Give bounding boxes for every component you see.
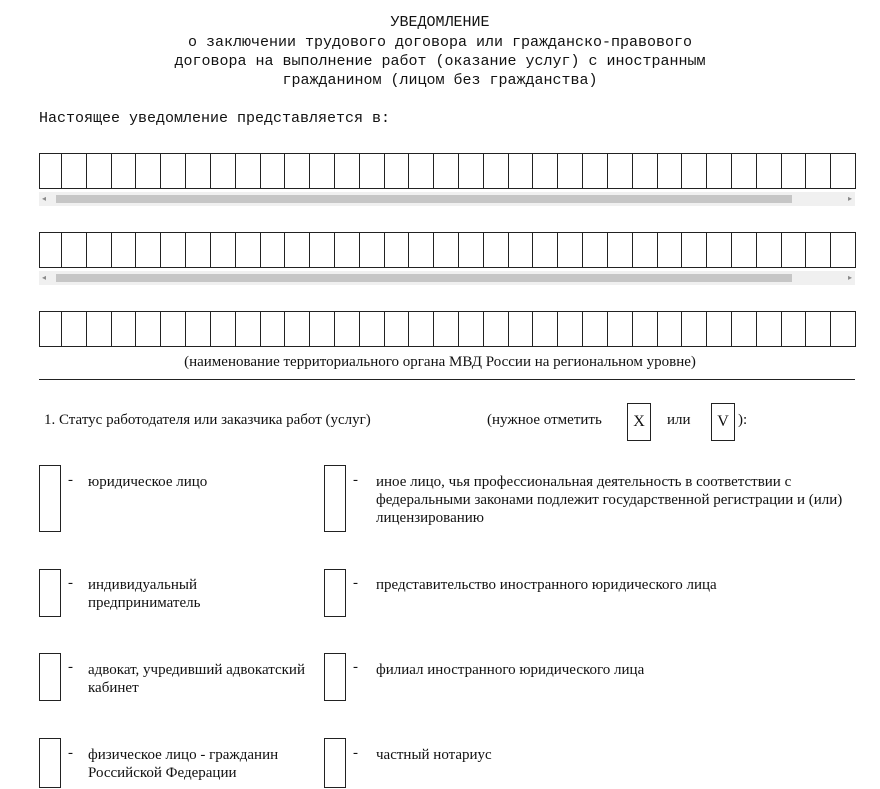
char-cell[interactable]	[732, 153, 757, 189]
char-cell[interactable]	[459, 153, 484, 189]
char-cell[interactable]	[261, 153, 286, 189]
mark-hint: (нужное отметить	[487, 412, 602, 428]
char-cell[interactable]	[112, 153, 137, 189]
form-subtitle-line-1: о заключении трудового договора или гражданско-правового	[187, 34, 693, 51]
char-cell[interactable]	[757, 153, 782, 189]
checkbox-legal-entity[interactable]	[39, 465, 61, 532]
char-cell[interactable]	[509, 153, 534, 189]
option-line: федеральными законами подлежит государственной регистрации и (или)	[376, 492, 843, 508]
char-cell[interactable]	[658, 311, 683, 347]
char-cell[interactable]	[533, 232, 558, 268]
char-cell[interactable]	[732, 311, 757, 347]
char-cell[interactable]	[633, 232, 658, 268]
char-cell[interactable]	[533, 153, 558, 189]
char-cell[interactable]	[757, 311, 782, 347]
char-cell[interactable]	[583, 232, 608, 268]
scrollbar-thumb[interactable]	[56, 274, 792, 282]
option-label-lawyer	[88, 661, 305, 697]
char-cell[interactable]	[658, 232, 683, 268]
char-cell[interactable]	[633, 311, 658, 347]
scroll-right-arrow-icon[interactable]: ▸	[847, 194, 852, 203]
scroll-left-arrow-icon[interactable]: ◂	[42, 273, 47, 282]
char-cell[interactable]	[831, 311, 856, 347]
option-label-private-notary: частный нотариус	[376, 747, 492, 763]
char-cell[interactable]	[87, 232, 112, 268]
char-cell[interactable]	[409, 311, 434, 347]
checkbox-representative-office[interactable]	[324, 569, 346, 617]
char-cell[interactable]	[385, 153, 410, 189]
char-cell[interactable]	[136, 311, 161, 347]
char-cell[interactable]	[608, 311, 633, 347]
char-cell[interactable]	[806, 311, 831, 347]
char-cell[interactable]	[806, 153, 831, 189]
char-cell[interactable]	[335, 153, 360, 189]
char-cell[interactable]	[360, 153, 385, 189]
char-cell[interactable]	[831, 232, 856, 268]
mark-or: или	[667, 412, 691, 428]
char-cell[interactable]	[707, 232, 732, 268]
option-label-representative-office: представительство иностранного юридического лица	[376, 577, 717, 593]
char-cell[interactable]	[335, 232, 360, 268]
char-cell[interactable]	[558, 311, 583, 347]
option-dash: -	[353, 745, 358, 761]
option-line: индивидуальный	[88, 577, 198, 593]
form-subtitle-line-3: гражданином (лицом без гражданства)	[282, 72, 598, 89]
char-cell[interactable]	[434, 153, 459, 189]
char-cell[interactable]	[310, 232, 335, 268]
char-cell[interactable]	[285, 232, 310, 268]
char-cell[interactable]	[434, 232, 459, 268]
char-cell[interactable]	[261, 311, 286, 347]
char-cell[interactable]	[161, 311, 186, 347]
char-cell[interactable]	[682, 153, 707, 189]
char-cell[interactable]	[161, 153, 186, 189]
char-cell[interactable]	[360, 232, 385, 268]
char-cell[interactable]	[285, 153, 310, 189]
char-cell[interactable]	[806, 232, 831, 268]
option-line: предприниматель	[88, 595, 201, 611]
option-line: иное лицо, чья профессиональная деятельность в соответствии с	[376, 474, 792, 490]
checkbox-branch[interactable]	[324, 653, 346, 701]
char-cell[interactable]	[658, 153, 683, 189]
char-cell[interactable]	[831, 153, 856, 189]
char-cell[interactable]	[186, 311, 211, 347]
char-cell[interactable]	[707, 311, 732, 347]
char-cell[interactable]	[236, 153, 261, 189]
char-cell[interactable]	[459, 311, 484, 347]
divider	[39, 379, 855, 380]
char-cell[interactable]	[558, 232, 583, 268]
char-cell[interactable]	[40, 232, 62, 268]
char-cell[interactable]	[112, 311, 137, 347]
char-cell[interactable]	[310, 153, 335, 189]
char-cell[interactable]	[782, 153, 807, 189]
char-cell[interactable]	[509, 232, 534, 268]
char-cell[interactable]	[757, 232, 782, 268]
mark-example-x: X	[627, 403, 651, 441]
char-cell[interactable]	[583, 311, 608, 347]
char-cell[interactable]	[484, 153, 509, 189]
char-cell[interactable]	[112, 232, 137, 268]
char-cell[interactable]	[608, 232, 633, 268]
section-1-label: 1. Статус работодателя или заказчика работ (услуг)	[44, 412, 371, 428]
char-cell[interactable]	[533, 311, 558, 347]
scroll-right-arrow-icon[interactable]: ▸	[847, 273, 852, 282]
char-cell[interactable]	[136, 232, 161, 268]
char-cell[interactable]	[509, 311, 534, 347]
organ-row-1-scrollbar[interactable]	[39, 192, 855, 206]
char-cell[interactable]	[682, 311, 707, 347]
option-label-branch: филиал иностранного юридического лица	[376, 662, 645, 678]
option-dash: -	[68, 659, 73, 675]
option-label-individual-entrepreneur	[88, 576, 200, 612]
option-dash: -	[68, 472, 73, 488]
char-cell[interactable]	[261, 232, 286, 268]
char-cell[interactable]	[211, 311, 236, 347]
char-cell[interactable]	[87, 311, 112, 347]
char-cell[interactable]	[633, 153, 658, 189]
char-cell[interactable]	[186, 232, 211, 268]
option-label-individual-citizen	[88, 746, 278, 782]
char-cell[interactable]	[236, 232, 261, 268]
char-cell[interactable]	[682, 232, 707, 268]
scroll-left-arrow-icon[interactable]: ◂	[42, 194, 47, 203]
char-cell[interactable]	[484, 232, 509, 268]
option-line: физическое лицо - гражданин	[88, 747, 279, 763]
char-cell[interactable]	[236, 311, 261, 347]
form-title: УВЕДОМЛЕНИЕ	[390, 14, 490, 31]
organ-name-row-1[interactable]	[39, 153, 856, 189]
char-cell[interactable]	[310, 311, 335, 347]
char-cell[interactable]	[409, 153, 434, 189]
form-subtitle-line-2: договора на выполнение работ (оказание услуг) с иностранным	[174, 53, 706, 70]
option-dash: -	[353, 575, 358, 591]
organ-name-row-3[interactable]	[39, 311, 856, 347]
option-line: Российской Федерации	[88, 765, 237, 781]
char-cell[interactable]	[583, 153, 608, 189]
option-dash: -	[353, 659, 358, 675]
organ-name-caption: (наименование территориального органа МВД России на региональном уровне)	[184, 354, 696, 370]
char-cell[interactable]	[211, 153, 236, 189]
checkbox-individual-entrepreneur[interactable]	[39, 569, 61, 617]
char-cell[interactable]	[385, 232, 410, 268]
option-line: кабинет	[88, 680, 139, 696]
checkbox-private-notary[interactable]	[324, 738, 346, 788]
char-cell[interactable]	[87, 153, 112, 189]
char-cell[interactable]	[409, 232, 434, 268]
char-cell[interactable]	[484, 311, 509, 347]
option-dash: -	[353, 472, 358, 488]
scrollbar-thumb[interactable]	[56, 195, 792, 203]
char-cell[interactable]	[211, 232, 236, 268]
char-cell[interactable]	[434, 311, 459, 347]
char-cell[interactable]	[285, 311, 310, 347]
char-cell[interactable]	[335, 311, 360, 347]
char-cell[interactable]	[782, 232, 807, 268]
char-cell[interactable]	[360, 311, 385, 347]
option-label-legal-entity: юридическое лицо	[88, 474, 208, 490]
char-cell[interactable]	[136, 153, 161, 189]
mark-example-v: V	[711, 403, 735, 441]
char-cell[interactable]	[782, 311, 807, 347]
mark-hint-close: ):	[738, 412, 748, 428]
char-cell[interactable]	[62, 311, 87, 347]
option-dash: -	[68, 745, 73, 761]
option-line: лицензированию	[376, 510, 484, 526]
intro-text: Настоящее уведомление представляется в:	[39, 110, 391, 127]
organ-row-2-scrollbar[interactable]	[39, 271, 855, 285]
char-cell[interactable]	[558, 153, 583, 189]
organ-name-row-2[interactable]	[39, 232, 856, 268]
char-cell[interactable]	[459, 232, 484, 268]
char-cell[interactable]	[707, 153, 732, 189]
char-cell[interactable]	[62, 232, 87, 268]
char-cell[interactable]	[186, 153, 211, 189]
option-label-other-person	[376, 473, 856, 527]
char-cell[interactable]	[161, 232, 186, 268]
char-cell[interactable]	[385, 311, 410, 347]
char-cell[interactable]	[608, 153, 633, 189]
checkbox-individual-citizen[interactable]	[39, 738, 61, 788]
option-line: адвокат, учредивший адвокатский	[88, 662, 305, 678]
char-cell[interactable]	[732, 232, 757, 268]
char-cell[interactable]	[40, 153, 62, 189]
char-cell[interactable]	[40, 311, 62, 347]
checkbox-other-person[interactable]	[324, 465, 346, 532]
char-cell[interactable]	[62, 153, 87, 189]
option-dash: -	[68, 575, 73, 591]
checkbox-lawyer[interactable]	[39, 653, 61, 701]
